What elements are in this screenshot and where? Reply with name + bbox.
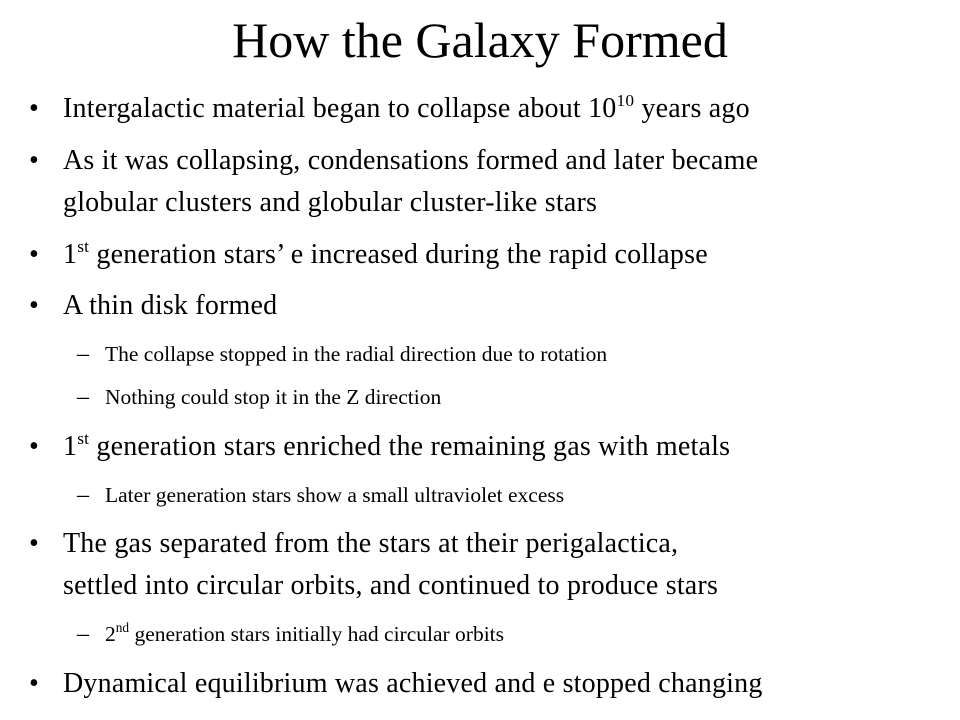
bullet-icon: • bbox=[29, 239, 39, 270]
bullet-text: generation stars enriched the remaining gas with metals bbox=[89, 431, 731, 462]
bullet-collapse-start bbox=[63, 92, 750, 126]
bullet-text: generation stars initially had circular orbits bbox=[129, 622, 505, 646]
sub-bullet-z-direction: Nothing could stop it in the Z direction bbox=[105, 385, 442, 409]
ordinal-number: 1 bbox=[63, 431, 78, 462]
bullet-icon: • bbox=[29, 93, 39, 124]
dash-icon: – bbox=[77, 621, 89, 647]
bullet-text-tail: years ago bbox=[634, 93, 750, 124]
bullet-metal-enrichment bbox=[63, 430, 730, 464]
exponent: 10 bbox=[616, 90, 635, 110]
dash-icon: – bbox=[77, 341, 89, 367]
bullet-thin-disk: A thin disk formed bbox=[63, 290, 278, 321]
ordinal-number: 1 bbox=[63, 239, 78, 270]
bullet-icon: • bbox=[29, 145, 39, 176]
dash-icon: – bbox=[77, 482, 89, 508]
bullet-text: generation stars’ e increased during the rapid collapse bbox=[89, 239, 708, 270]
sub-bullet-uv-excess: Later generation stars show a small ultraviolet excess bbox=[105, 483, 565, 507]
bullet-gas-separated-line2: settled into circular orbits, and continued to produce stars bbox=[63, 570, 719, 601]
bullet-first-gen-e bbox=[63, 238, 708, 272]
dash-icon: – bbox=[77, 384, 89, 410]
bullet-condensations-line2: globular clusters and globular cluster-like stars bbox=[63, 187, 598, 218]
ordinal-suffix: st bbox=[77, 236, 90, 256]
bullet-icon: • bbox=[29, 668, 39, 699]
bullet-icon: • bbox=[29, 290, 39, 321]
bullet-condensations-line1: As it was collapsing, condensations formed and later became bbox=[63, 145, 759, 176]
sub-bullet-circular-orbits bbox=[105, 620, 504, 648]
bullet-text: Intergalactic material began to collapse about 10 bbox=[63, 93, 617, 124]
ordinal-suffix: nd bbox=[115, 620, 130, 636]
slide-title: How the Galaxy Formed bbox=[232, 12, 728, 68]
bullet-icon: • bbox=[29, 528, 39, 559]
sub-bullet-radial: The collapse stopped in the radial direction due to rotation bbox=[105, 342, 608, 366]
ordinal-suffix: st bbox=[77, 428, 90, 448]
bullet-dynamical-equilibrium: Dynamical equilibrium was achieved and e stopped changing bbox=[63, 668, 763, 699]
ordinal-number: 2 bbox=[105, 622, 116, 646]
bullet-icon: • bbox=[29, 431, 39, 462]
bullet-gas-separated-line1: The gas separated from the stars at their perigalactica, bbox=[63, 528, 679, 559]
